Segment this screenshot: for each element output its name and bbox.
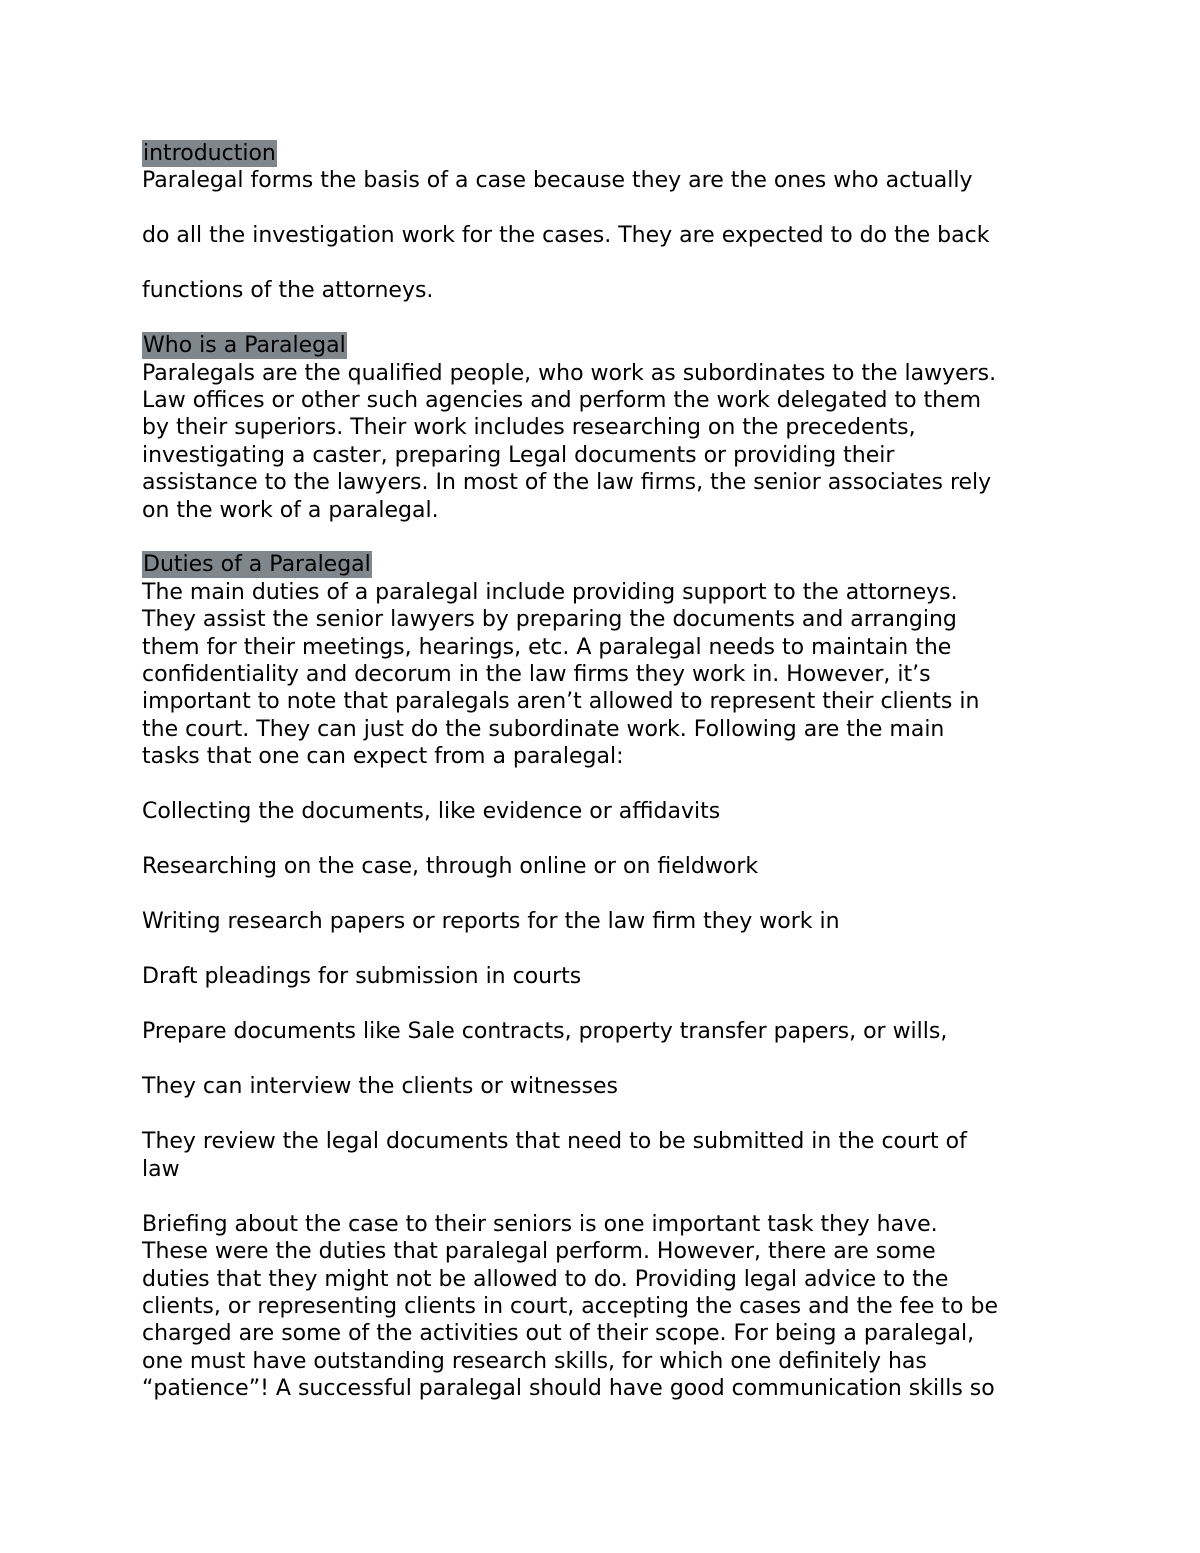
- paragraph-line: by their superiors. Their work includes researching on the precedents,: [142, 415, 916, 441]
- task-item: Collecting the documents, like evidence or affidavits: [142, 799, 721, 825]
- paragraph-line: They assist the senior lawyers by preparing the documents and arranging: [142, 607, 957, 633]
- paragraph-line: one must have outstanding research skills, for which one definitely has: [142, 1348, 927, 1374]
- paragraph-line: “patience”! A successful paralegal should have good communication skills so: [142, 1376, 995, 1402]
- paragraph-line: functions of the attorneys.: [142, 278, 434, 304]
- task-item: Writing research papers or reports for the law firm they work in: [142, 909, 840, 935]
- paragraph-line: confidentiality and decorum in the law firms they work in. However, it’s: [142, 662, 931, 688]
- paragraph-line: them for their meetings, hearings, etc. A paralegal needs to maintain the: [142, 634, 952, 660]
- paragraph-line: Law offices or other such agencies and perform the work delegated to them: [142, 388, 982, 414]
- paragraph-line: charged are some of the activities out of their scope. For being a paralegal,: [142, 1321, 975, 1347]
- paragraph-line: The main duties of a paralegal include providing support to the attorneys.: [142, 579, 958, 605]
- document-page: [142, 140, 1072, 1403]
- paragraph-line: on the work of a paralegal.: [142, 497, 439, 523]
- paragraph-line: the court. They can just do the subordinate work. Following are the main: [142, 716, 945, 742]
- paragraph-line: do all the investigation work for the cases. They are expected to do the back: [142, 223, 990, 249]
- task-item: Draft pleadings for submission in courts: [142, 964, 582, 990]
- paragraph-line: Paralegal forms the basis of a case because they are the ones who actually: [142, 168, 973, 194]
- section-heading-who-is-a-paralegal: Who is a Paralegal: [143, 333, 346, 359]
- task-item: They review the legal documents that need to be submitted in the court of: [142, 1129, 967, 1155]
- task-item: Prepare documents like Sale contracts, property transfer papers, or wills,: [142, 1019, 948, 1045]
- task-item: law: [142, 1156, 180, 1182]
- paragraph-line: clients, or representing clients in court, accepting the cases and the fee to be: [142, 1293, 999, 1319]
- paragraph-line: assistance to the lawyers. In most of the law firms, the senior associates rely: [142, 470, 992, 496]
- paragraph-line: important to note that paralegals aren’t allowed to represent their clients in: [142, 689, 980, 715]
- section-heading-duties-of-a-paralegal: Duties of a Paralegal: [143, 552, 371, 578]
- paragraph-line: investigating a caster, preparing Legal documents or providing their: [142, 442, 895, 468]
- task-item: Researching on the case, through online or on fieldwork: [142, 854, 759, 880]
- paragraph-line: tasks that one can expect from a paralegal:: [142, 744, 624, 770]
- paragraph-line: Paralegals are the qualified people, who work as subordinates to the lawyers.: [142, 360, 997, 386]
- paragraph-line: duties that they might not be allowed to do. Providing legal advice to the: [142, 1266, 949, 1292]
- paragraph-line: Briefing about the case to their seniors is one important task they have.: [142, 1211, 938, 1237]
- paragraph-line: These were the duties that paralegal perform. However, there are some: [142, 1239, 936, 1265]
- section-heading-introduction: introduction: [143, 141, 276, 166]
- task-item: They can interview the clients or witnesses: [142, 1074, 618, 1100]
